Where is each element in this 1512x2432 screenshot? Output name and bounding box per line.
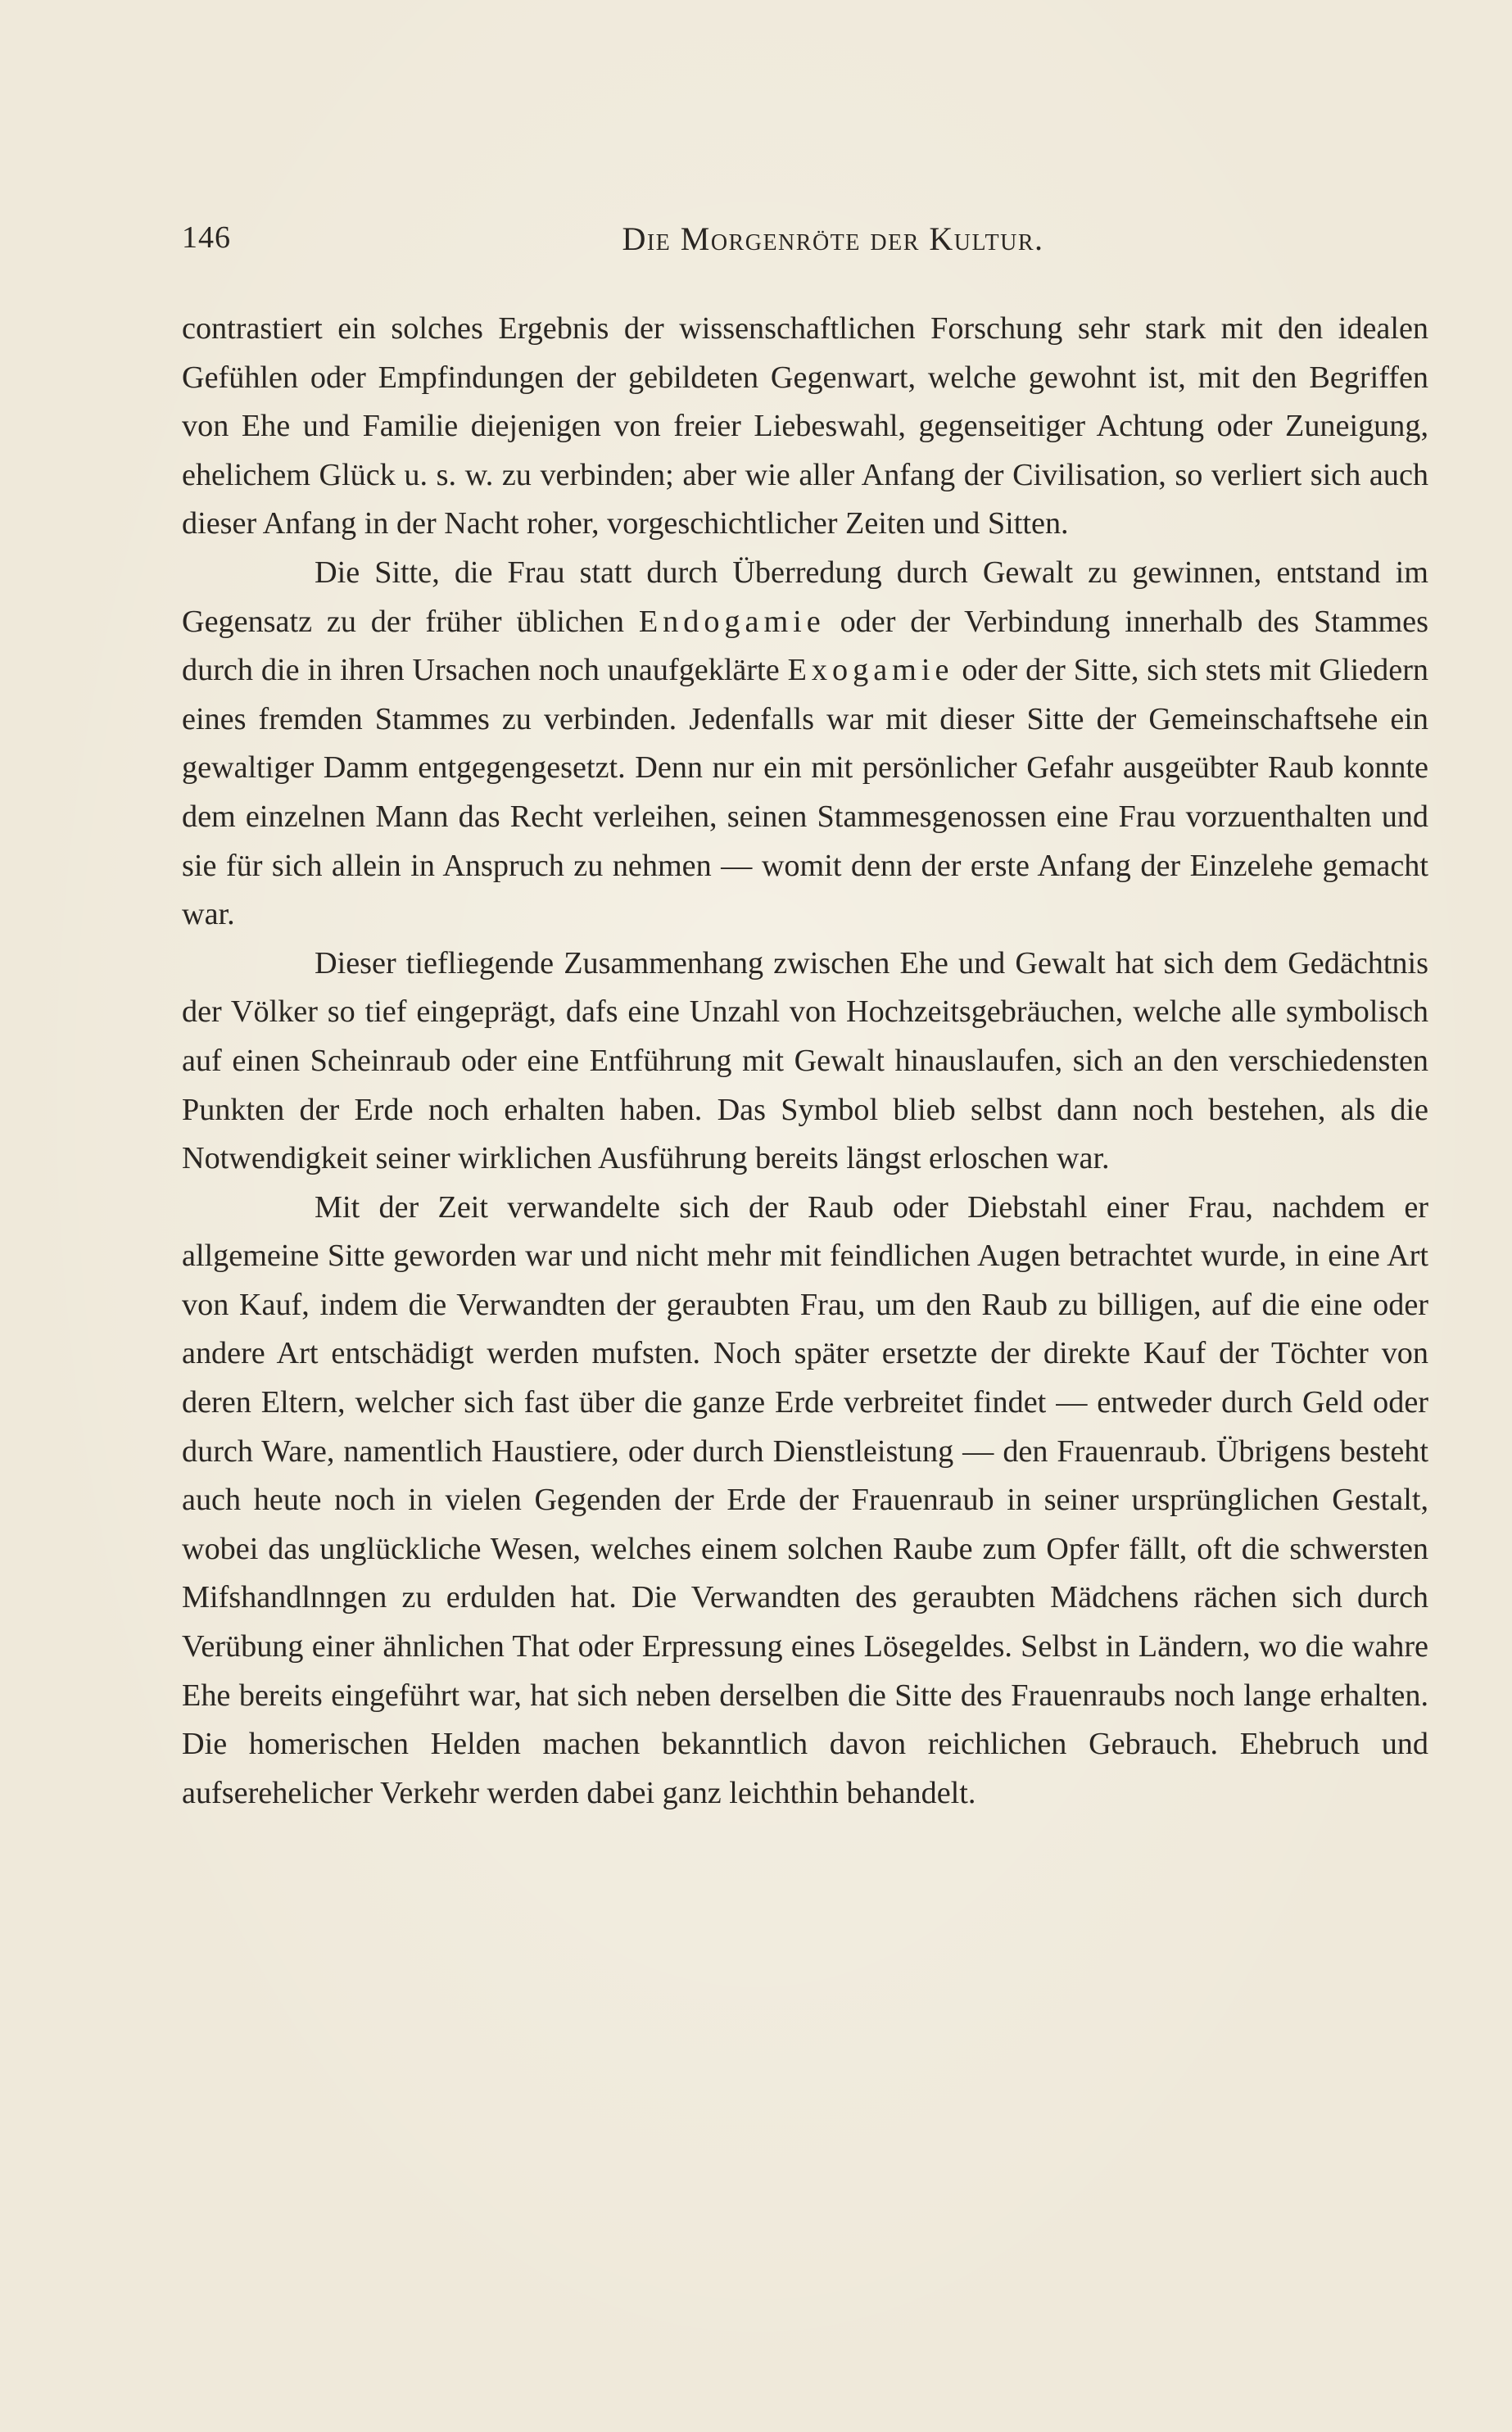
paragraph-text: contrastiert ein solches Ergebnis der wissenschaftlichen Forschung sehr stark mit den idealen Gefühlen oder Empfindungen der gebildeten Gegenwart, welche gewohnt ist, mit den Begriffen von Ehe und Familie diejenigen von freier Liebeswahl, gegenseitiger Achtung oder Zuneigung, ehelichem Glück u. s. w. zu verbinden; aber wie aller Anfang der Civilisation, so verliert sich auch dieser Anfang in der Nacht roher, vorgeschichtlicher Zeiten und Sitten. [182, 311, 1428, 541]
paragraph [182, 1184, 1428, 1818]
paragraph-text: oder der Sitte, sich stets mit Gliedern eines fremden Stammes zu verbinden. Jedenfalls war mit dieser Sitte der Gemeinschaftsehe ein gewaltiger Damm entgegengesetzt. Denn nur ein mit persönlicher Gefahr ausgeübter Raub konnte dem einzelnen Mann das Recht verleihen, seinen Stammesgenossen eine Frau vorzuenthalten und sie für sich allein in Anspruch zu nehmen — womit denn der erste Anfang der Einzelehe gemacht war. [182, 653, 1429, 932]
paragraph [182, 305, 1428, 549]
paragraph-text: Die Sitte, die Frau statt durch Überredung durch Gewalt zu gewinnen, entstand im Gegensatz zu der früher üblichen [182, 555, 1428, 639]
paragraph [182, 549, 1428, 940]
spaced-term: Exogamie [787, 653, 954, 688]
page-number: 146 [182, 220, 231, 255]
page-header [182, 220, 1386, 272]
paragraph-text: oder der Verbindung innerhalb des Stammes durch die in ihren Ursachen noch unaufgeklärte [182, 604, 1428, 688]
running-title: Die Morgenröte der Kultur. [622, 220, 1044, 257]
spaced-term: Endogamie [638, 604, 826, 639]
paragraph [182, 940, 1428, 1184]
paragraph-text: Dieser tiefliegende Zusammenhang zwischen Ehe und Gewalt hat sich dem Gedächtnis der Völker so tief eingeprägt, dafs eine Unzahl von Hochzeitsgebräuchen, welche alle symbolisch auf einen Scheinraub oder eine Entführung mit Gewalt hinauslaufen, sich an den verschiedensten Punkten der Erde noch erhalten haben. Das Symbol blieb selbst dann noch bestehen, als die Notwendigkeit seiner wirklichen Ausführung bereits längst erloschen war. [182, 945, 1428, 1176]
body-text [182, 305, 1428, 1818]
paragraph-text: Mit der Zeit verwandelte sich der Raub oder Diebstahl einer Frau, nachdem er allgemeine Sitte geworden war und nicht mehr mit feindlichen Augen betrachtet wurde, in eine Art von Kauf, indem die Verwandten der geraubten Frau, um den Raub zu billigen, auf die eine oder andere Art entschädigt werden mufsten. Noch später ersetzte der direkte Kauf der Töchter von deren Eltern, welcher sich fast über die ganze Erde verbreitet findet — entweder durch Geld oder durch Ware, namentlich Haustiere, oder durch Dienstleistung — den Frauenraub. Übrigens besteht auch heute noch in vielen Gegenden der Erde der Frauenraub in seiner ursprünglichen Gestalt, wobei das unglückliche Wesen, welches einem solchen Raube zum Opfer fällt, oft die schwersten Mifshandlnngen zu erdulden hat. Die Verwandten des geraubten Mädchens rächen sich durch Verübung einer ähnlichen That oder Erpressung eines Lösegeldes. Selbst in Ländern, wo die wahre Ehe bereits eingeführt war, hat sich neben derselben die Sitte des Frauenraubs noch lange erhalten. Die homerischen Helden machen bekanntlich davon reichlichen Gebrauch. Ehebruch und aufserehelicher Verkehr werden dabei ganz leichthin behandelt. [182, 1189, 1428, 1810]
